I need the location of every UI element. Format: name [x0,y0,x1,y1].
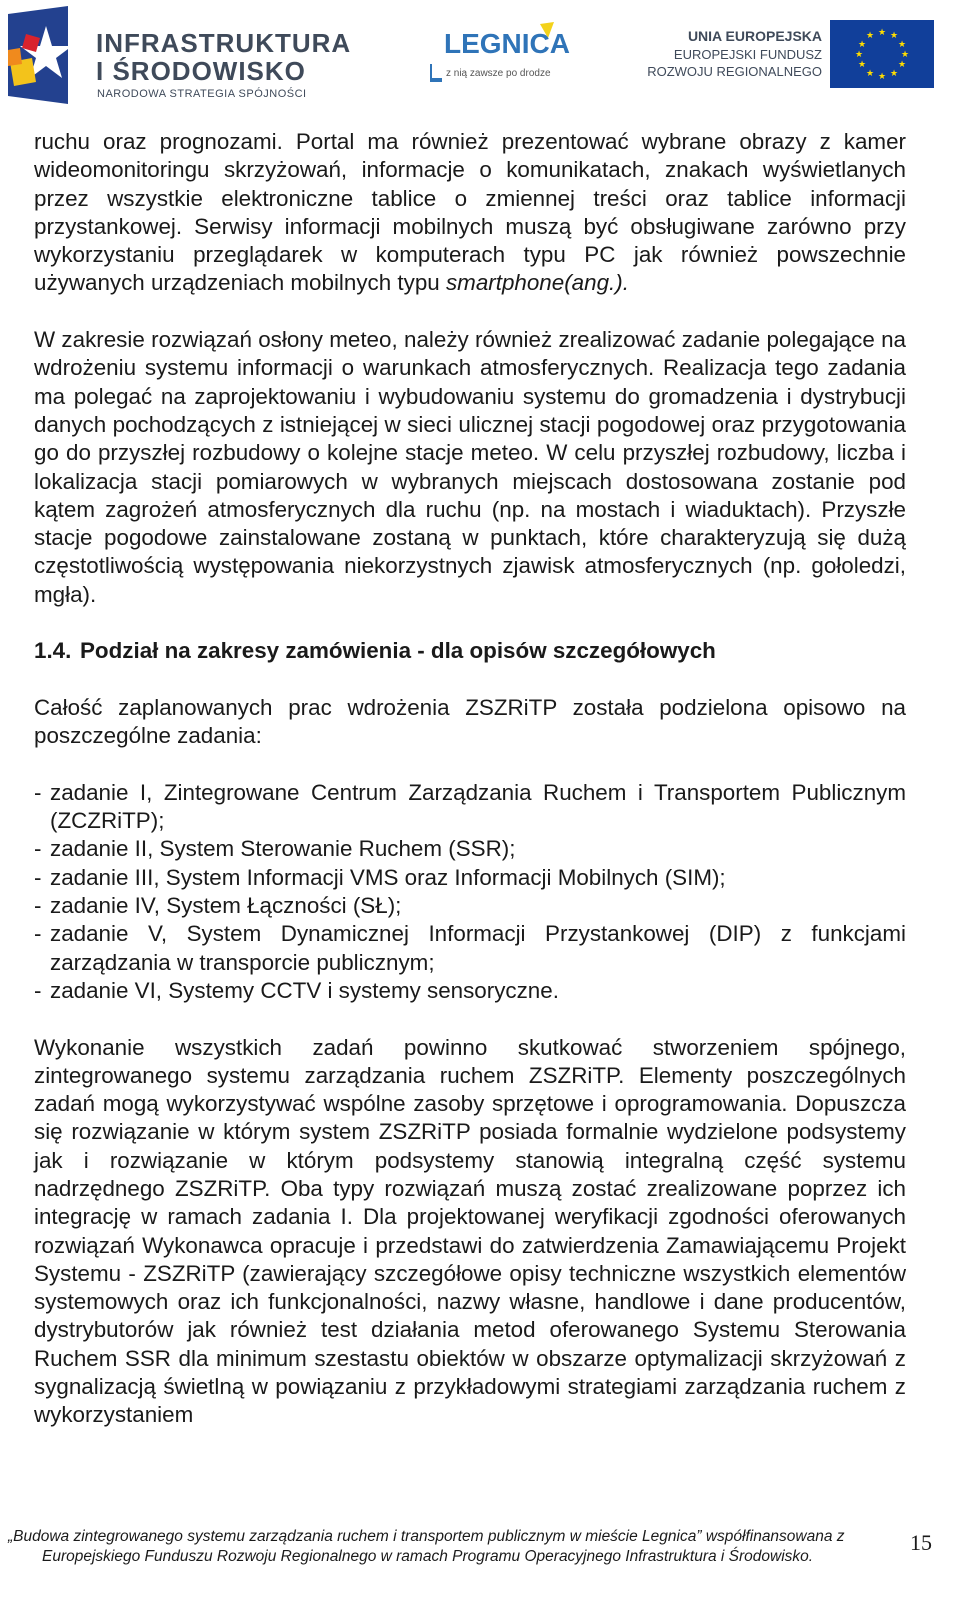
svg-text:★: ★ [857,60,867,70]
eu-logo [640,20,940,90]
list-item: - zadanie I, Zintegrowane Centrum Zarządzania Ruchem i Transportem Publicznym (ZCZRiTP); [34,779,906,834]
list-item: - zadanie II, System Sterowanie Ruchem (SSR); [34,836,516,862]
logo-line-2: I ŚRODOWISKO [96,56,306,86]
footer-line-2: Europejskiego Funduszu Rozwoju Regionalnego w ramach Programu Operacyjnego Infrastruktura i Środowisko. [42,1548,814,1565]
eu-flag-icon [830,20,934,88]
infrastruktura-srodowisko-logo [6,4,352,106]
svg-text:★: ★ [865,69,875,79]
eu-line-2: EUROPEJSKI FUNDUSZ [673,47,822,62]
svg-text:★: ★ [889,69,899,79]
list-item: - zadanie V, System Dynamicznej Informacji Przystankowej (DIP) z funkcjami zarządzania w transporcie publicznym; [34,921,906,975]
list-item: - zadanie III, System Informacji VMS oraz Informacji Mobilnych (SIM); [34,864,726,890]
page-header [0,0,960,112]
svg-text:★: ★ [900,50,910,60]
svg-text:★: ★ [857,40,867,50]
svg-text:★: ★ [897,40,907,50]
svg-text:★: ★ [877,28,887,38]
section-heading [34,637,906,665]
document-body [34,128,906,1430]
footer-line-1: „Budowa zintegrowanego systemu zarządzania ruchem i transportem publicznym w mieście Legnica” współfinansowana z [8,1528,845,1545]
logo-line-1: INFRASTRUKTURA [96,28,352,58]
paragraph-portal [34,128,906,298]
star-emblem-icon [6,4,92,106]
italic-term: smartphone(ang.). [445,270,629,296]
paragraph-meteo: W zakresie rozwiązań osłony meteo, należy również zrealizować zadanie polegające na wdrożeniu systemu informacji o warunkach atmosferycznych. Realizacja tego zadania ma polegać na zaprojektowaniu i wybudowaniu systemu do gromadzenia i dystrybucji danych pochodzących z istniejącej w sieci ulicznej stacji pogodowej oraz przygotowania go do przyszłej rozbudowy o kolejne stacje meteo. W celu przyszłej rozbudowy, liczba i lokalizacja stacji pomiarowych w wybranych miejscach dostosowana zostanie pod kątem zagrożeń atmosferycznych dla ruchu (np. na mostach i wiaduktach). Przyszłe stacje pogodowe zainstalowane zostaną w punktach, które charakteryzują się dużą częstotliwością występowania niekorzystnych zjawisk atmosferycznych (np. gołoledzi, mgła). [34,327,906,607]
legnica-logo [430,18,570,98]
section-number: 1.4. [34,638,72,664]
section-title: Podział na zakresy zamówienia - dla opisów szczegółowych [80,638,716,664]
eu-line-3: ROZWOJU REGIONALNEGO [647,64,822,79]
eu-line-1: UNIA EUROPEJSKA [687,28,822,44]
svg-text:★: ★ [889,31,899,41]
page-number: 15 [910,1530,932,1555]
svg-text:★: ★ [865,31,875,41]
legnica-name: LEGNICA [444,28,570,59]
list-item: - zadanie IV, System Łączności (SŁ); [34,893,402,919]
paragraph-portal-text: ruchu oraz prognozami. Portal ma również prezentować wybrane obrazy z kamer wideomonitoringu skrzyżowań, informacje o komunikatach, znakach wyświetlanych przez wszystkie elektroniczne tablice o zmiennej treści oraz tablice informacji przystankowej. Serwisy informacji mobilnych muszą być obsługiwane zarówno przy wykorzystaniu przeglądarek w komputerach typu PC jak również powszechnie używanych urządzeniach mobilnych typu [34,129,906,296]
logo-line-3: NARODOWA STRATEGIA SPÓJNOŚCI [97,88,307,100]
legnica-tagline: z nią zawsze po drodze [446,68,551,79]
paragraph-intro-tasks: Całość zaplanowanych prac wdrożenia ZSZRiTP została podzielona opisowo na poszczególne zadania: [34,694,906,749]
paragraph-execution: Wykonanie wszystkich zadań powinno skutkować stworzeniem spójnego, zintegrowanego systemu zarządzania ruchem ZSZRiTP. Elementy poszczególnych zadań mogą wykorzystywać wspólne zasoby sprzętowe i oprogramowania. Dopuszcza się rozwiązanie w którym system ZSZRiTP posiada formalnie wydzielone podsystemy jak i rozwiązanie w którym podsystemy stanowią integralną część systemu nadrzędnego ZSZRiTP. Oba typy rozwiązań muszą zostać zrealizowane poprzez ich integrację w ramach zadania I. Dla projektowanej weryfikacji zgodności oferowanych rozwiązań Wykonawca opracuje i przedstawi do zatwierdzenia Zamawiającemu Projekt Systemu - ZSZRiTP (zawierający szczegółowe opisy techniczne wszystkich elementów systemowych oraz ich funkcjonalności, nazwy własne, handlowe i dane producentów, dystrybutorów jak również test działania metod oferowanego Systemu Sterowania Ruchem SSR dla minimum szestastu obiektów w obszarze optymalizacji skrzyżowań z sygnalizacją świetlną w powiązaniu z przykładowymi strategiami zarządzania ruchem z wykorzystaniem [34,1034,906,1428]
task-list [34,779,906,1005]
list-item: - zadanie VI, Systemy CCTV i systemy sensoryczne. [34,977,559,1003]
svg-text:★: ★ [877,72,887,82]
svg-text:★: ★ [897,60,907,70]
svg-text:★: ★ [854,50,864,60]
page-footer [0,1526,960,1596]
